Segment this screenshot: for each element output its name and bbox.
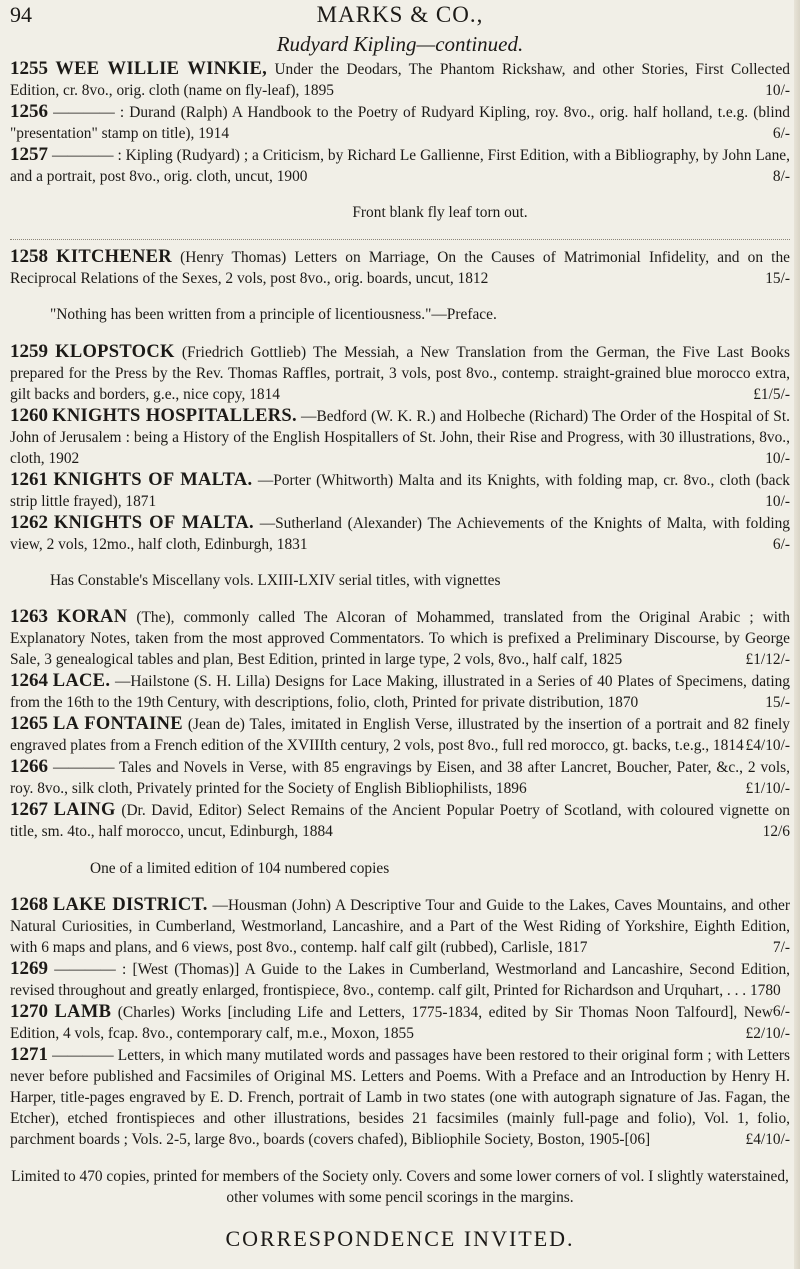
entry-number: 1262 — [10, 511, 48, 533]
entry-description: ———— Letters, in which many mutilated words and passages have been restored to their original form ; with Letters never before published and Facsimiles of Original MS. Letters and Poems. With a Preface and an Introduction by Henry H. Harper, title-pages engraved by E. D. French, portrait of Lamb in two states (one with autograph signature of Jas. Fagan, the Etcher), etched frontispieces and other illustrations, besides 21 facsimiles (mainly full-page and folio), Vol. 1, folio, parchment boards ; Vols. 2-5, large 8vo., boards (covers chafed), Bibliophile Society, Boston, 1905-[06] — [10, 1047, 790, 1149]
entry-number: 1261 — [10, 468, 48, 490]
catalogue-entry — [10, 246, 790, 289]
catalogue-entry — [10, 101, 790, 144]
entry-note: Front blank fly leaf torn out. — [352, 204, 528, 222]
entry-number: 1269 — [10, 958, 48, 980]
entry-description: (Jean de) Tales, imitated in English Verse, illustrated by the insertion of a portrait and 82 finely engraved plates from a French edition of the XVIIIth century, 2 vols, post 8vo., full red morocco, gt. backs, t.e.g., 1814 — [10, 716, 790, 755]
entry-note: One of a limited edition of 104 numbered copies — [90, 859, 390, 877]
entry-number: 1258 — [10, 245, 48, 267]
catalogue-entry — [10, 341, 790, 405]
entry-description: ———— : [West (Thomas)] A Guide to the Lakes in Cumberland, Westmorland and Lancashire, Second Edition, revised throughout and greatly enlarged, frontispiece, 8vo., contemp. calf gilt, Printed for Richardson and Urquhart, . . . 1780 — [10, 961, 790, 1000]
entry-description: ———— Tales and Novels in Verse, with 85 engravings by Eisen, and 38 after Lancret, Boucher, Pater, &c., 2 vols, roy. 8vo., silk cloth, Privately printed for the Society of English Bibliophilists, 1896 — [10, 759, 790, 798]
entry-number: 1270 — [10, 1001, 48, 1023]
entry-description: —Housman (John) A Descriptive Tour and Guide to the Lakes, Caves Mountains, and other Natural Curiosities, in Cumberland, Westmorland, Lancashire, and a Part of the West Riding of Yorkshire, Eighth Edition, with 6 maps and plans, and 6 views, post 8vo., contemp. half calf gilt (rubbed), Carlisle, 1817 — [10, 897, 790, 957]
catalogue-entries — [10, 58, 790, 1223]
entry-note: Limited to 470 copies, printed for members of the Society only. Covers and some lower corners of vol. I slightly waterstained, other volumes with some pencil scorings in the margins. — [11, 1167, 789, 1206]
catalogue-entry — [10, 713, 790, 756]
entry-price: 6/- — [772, 535, 790, 553]
section-subheading: Rudyard Kipling—continued. — [276, 32, 524, 56]
entry-price: 10/- — [765, 492, 790, 510]
entry-description: ———— : Kipling (Rudyard) ; a Criticism, by Richard Le Gallienne, First Edition, with a Bibliography, by John Lane, and a portrait, post 8vo., orig. cloth, uncut, 1900 — [10, 147, 790, 185]
catalogue-entry — [10, 1044, 790, 1150]
entry-price: £1/12/- — [745, 651, 790, 669]
catalogue-entry — [10, 469, 790, 512]
page-edge-shadow — [794, 0, 800, 1269]
entry-number: 1264 — [10, 670, 48, 692]
entry-description: (Henry Thomas) Letters on Marriage, On the Causes of Matrimonial Infidelity, and on the Reciprocal Relations of the Sexes, 2 vols, post 8vo., orig. boards, uncut, 1812 — [10, 248, 790, 287]
entry-description: —Sutherland (Alexander) The Achievements of the Knights of Malta, with folding view, 2 vols, 12mo., half cloth, Edinburgh, 1831 — [10, 514, 790, 553]
entry-description: —Porter (Whitworth) Malta and its Knights, with folding map, cr. 8vo., cloth (back strip little frayed), 1871 — [10, 471, 790, 510]
entry-number: 1263 — [10, 606, 48, 628]
entry-headword: KORAN — [57, 607, 128, 628]
entry-number: 1268 — [10, 894, 48, 916]
entry-price: 6/- — [772, 125, 790, 142]
entry-description: (Friedrich Gottlieb) The Messiah, a New Translation from the German, the Five Last Books prepared for the Press by the Rev. Thomas Raffles, portrait, 3 vols, post 8vo., contemp. straight-grained blue morocco extra, gilt backs and borders, g.e., nice copy, 1814 — [10, 343, 790, 403]
entry-price: 15/- — [765, 694, 790, 712]
catalogue-entry — [10, 144, 790, 187]
entry-headword: KITCHENER — [56, 246, 172, 267]
page-number: 94 — [10, 2, 32, 27]
entry-number: 1260 — [10, 404, 48, 426]
entry-number: 1256 — [10, 101, 48, 122]
entry-description: —Bedford (W. K. R.) and Holbeche (Richard) The Order of the Hospital of St. John of Jerusalem : being a History of the English Hospitallers of St. John, their Rise and Progress, with 30 illustrations, 8vo., cloth, 1902 — [10, 407, 790, 467]
entry-number: 1265 — [10, 713, 48, 735]
footer-correspondence: CORRESPONDENCE INVITED. — [225, 1226, 575, 1251]
entry-number: 1267 — [10, 799, 48, 821]
entry-description: (The), commonly called The Alcoran of Mohammed, translated from the Original Arabic ; with Explanatory Notes, taken from the most approved Commentators. To which is prefixed a Preliminary Discourse, by George Sale, 3 genealogical tables and plan, Best Edition, printed in large type, 2 vols, 8vo., half calf, 1825 — [10, 609, 790, 669]
entry-description: —Hailstone (S. H. Lilla) Designs for Lace Making, illustrated in a Series of 40 Plates of Specimens, dating from the 16th to the 19th Century, with descriptions, folio, cloth, Printed for private distribution, 1870 — [10, 673, 790, 712]
entry-price: 10/- — [765, 449, 790, 467]
entry-headword: LAMB — [54, 1002, 112, 1023]
entry-number: 1266 — [10, 756, 48, 778]
entry-headword: KLOPSTOCK — [55, 341, 175, 362]
entry-headword: LA FONTAINE — [52, 714, 183, 735]
entry-price: £1/5/- — [753, 385, 790, 403]
entry-price: £2/10/- — [745, 1025, 790, 1043]
entry-headword: KNIGHTS OF MALTA. — [53, 512, 254, 533]
catalogue-entry — [10, 894, 790, 958]
catalogue-entry — [10, 670, 790, 713]
entry-headword: KNIGHTS HOSPITALLERS. — [52, 405, 297, 426]
entry-headword: KNIGHTS OF MALTA. — [53, 469, 253, 490]
entry-price: £1/10/- — [745, 780, 790, 798]
entry-description: (Dr. David, Editor) Select Remains of the Ancient Popular Poetry of Scotland, with coloured vignette on title, sm. 4to., half morocco, uncut, Edinburgh, 1884 — [10, 802, 790, 841]
page-header — [0, 2, 800, 32]
entry-price: £4/10/- — [745, 1131, 790, 1149]
catalogue-entry — [10, 606, 790, 670]
entry-price: 7/- — [772, 939, 790, 957]
entry-description: (Charles) Works [including Life and Letters, 1775-1834, edited by Sir Thomas Noon Talfourd], New Edition, 4 vols, fcap. 8vo., contemporary calf, m.e., Moxon, 1855 — [10, 1004, 773, 1043]
entry-price: 10/- — [765, 82, 790, 99]
entry-headword: LACE. — [52, 671, 111, 692]
entry-headword: WEE WILLIE WINKIE, — [55, 59, 268, 79]
entry-note: "Nothing has been written from a principle of licentiousness."—Preface. — [50, 306, 497, 324]
entry-price: 6/- — [772, 1003, 790, 1021]
catalogue-entry — [10, 58, 790, 101]
entry-number: 1255 — [10, 58, 48, 79]
entry-description: Under the Deodars, The Phantom Rickshaw, and other Stories, First Collected Edition, cr. 8vo., orig. cloth (name on fly-leaf), 1895 — [10, 61, 790, 99]
entry-price: 15/- — [765, 269, 790, 287]
catalogue-entry — [10, 756, 790, 799]
catalogue-entry — [10, 512, 790, 555]
catalogue-entry — [10, 799, 790, 842]
entry-number: 1259 — [10, 340, 48, 362]
entry-price: 12/6 — [762, 823, 790, 841]
entry-price: £4/10/- — [745, 737, 790, 755]
entry-price: 8/- — [772, 168, 790, 185]
divider — [10, 239, 790, 240]
entry-number: 1257 — [10, 144, 48, 165]
entry-headword: LAKE DISTRICT. — [52, 895, 208, 916]
entry-description: ———— : Durand (Ralph) A Handbook to the Poetry of Rudyard Kipling, roy. 8vo., orig. half holland, t.e.g. (blind "presentation" stamp on title), 1914 — [10, 104, 790, 142]
entry-number: 1271 — [10, 1044, 48, 1066]
catalogue-entry — [10, 405, 790, 469]
catalogue-entry — [10, 1001, 790, 1044]
entry-headword: LAING — [53, 800, 116, 821]
entry-note: Has Constable's Miscellany vols. LXIII-LXIV serial titles, with vignettes — [50, 571, 501, 589]
running-head: MARKS & CO., — [316, 2, 484, 27]
